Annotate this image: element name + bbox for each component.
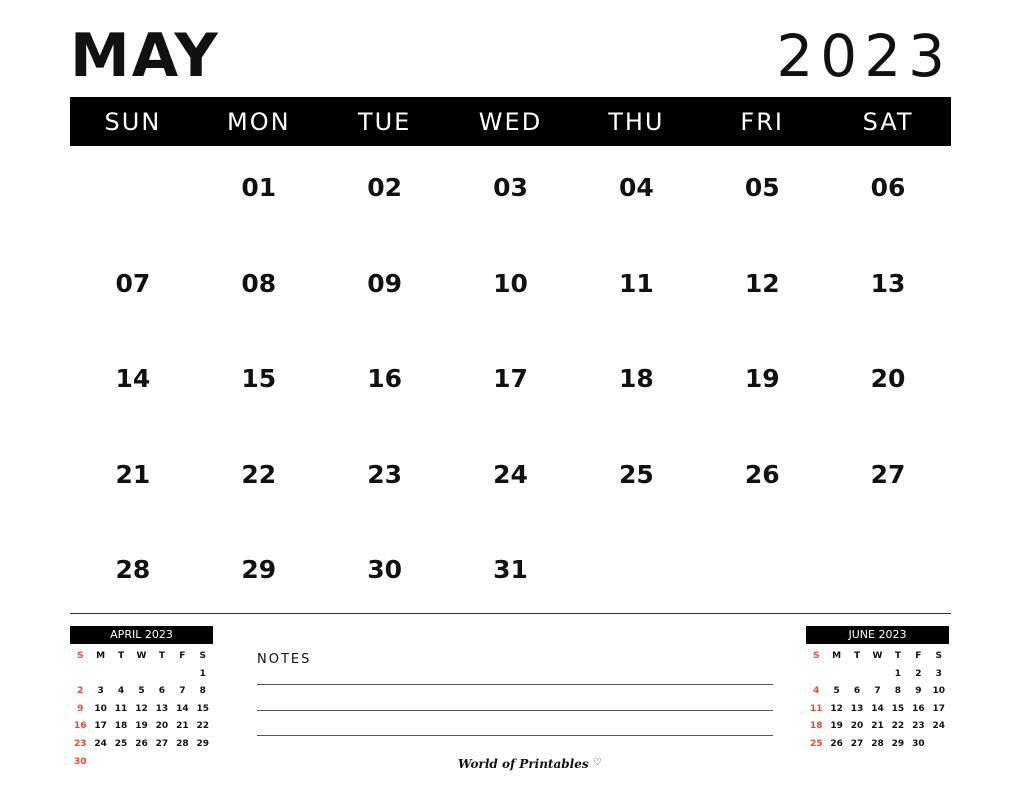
- mini-day-cell: [172, 754, 192, 772]
- mini-day-cell: 21: [871, 721, 884, 732]
- month-title: MAY: [70, 21, 220, 91]
- mini-calendar-april: [70, 626, 213, 771]
- mini-day-cell: [152, 666, 172, 684]
- mini-day-cell: 30: [912, 738, 925, 749]
- mini-weekday-label: S: [812, 651, 820, 661]
- mini-day-cell: 9: [77, 703, 84, 714]
- mini-day-cell: [131, 754, 151, 772]
- mini-day-cell: 18: [114, 721, 128, 732]
- mini-day-cell: 4: [813, 686, 820, 697]
- mini-calendar-title: JUNE 2023: [806, 626, 949, 644]
- mini-calendar-june: [806, 626, 949, 754]
- day-cell: 27: [870, 459, 906, 489]
- day-cell: 12: [744, 268, 780, 298]
- mini-day-cell: [111, 666, 131, 684]
- day-cell: 19: [744, 364, 780, 394]
- weekday-label: WED: [478, 107, 543, 136]
- mini-day-cell: 8: [894, 686, 902, 697]
- mini-day-cell: [90, 754, 110, 772]
- mini-day-cell: [172, 666, 192, 684]
- day-cell: 22: [241, 459, 277, 489]
- mini-day-cell: 21: [176, 721, 189, 732]
- day-cell: 07: [115, 268, 151, 298]
- mini-day-cell: 22: [196, 721, 210, 732]
- mini-day-cell: 30: [73, 756, 87, 767]
- mini-weekday-label: F: [915, 651, 922, 661]
- mini-weekday-label: S: [199, 651, 207, 661]
- calendar-grid: [70, 140, 951, 618]
- day-cell: 16: [367, 364, 403, 394]
- day-cell: 21: [115, 459, 151, 489]
- mini-day-cell: 25: [809, 738, 823, 749]
- mini-day-cell: 1: [199, 668, 206, 679]
- mini-day-cell: 18: [809, 721, 823, 732]
- weekday-header: [70, 97, 951, 146]
- day-cell: 24: [493, 459, 528, 489]
- mini-day-cell: 8: [199, 686, 206, 697]
- mini-day-cell: 14: [871, 703, 884, 714]
- mini-day-cell: 23: [73, 738, 87, 749]
- mini-day-cell: 10: [94, 703, 107, 714]
- mini-day-cell: 7: [179, 686, 186, 697]
- mini-day-cell: [131, 666, 151, 684]
- brand-text: World of Printables: [458, 757, 589, 771]
- day-cell: [699, 522, 825, 618]
- day-cell: 29: [241, 555, 277, 585]
- mini-day-cell: 5: [138, 686, 145, 697]
- mini-day-cell: 23: [912, 721, 925, 732]
- weekday-label: THU: [608, 107, 665, 136]
- day-cell: 18: [618, 364, 654, 394]
- day-cell: 30: [367, 555, 403, 585]
- weekday-label: TUE: [357, 107, 412, 136]
- mini-weekday-label: M: [96, 651, 106, 661]
- day-cell: [70, 140, 196, 236]
- day-cell: 01: [241, 173, 277, 202]
- mini-day-cell: 4: [117, 686, 125, 697]
- mini-day-cell: [70, 666, 90, 684]
- mini-day-cell: 20: [155, 721, 169, 732]
- mini-calendar-grid: [70, 648, 213, 771]
- day-cell: 06: [870, 173, 906, 202]
- mini-weekday-label: W: [136, 651, 147, 661]
- mini-day-cell: 28: [871, 738, 884, 749]
- day-cell: 20: [870, 364, 906, 394]
- mini-day-cell: 15: [891, 703, 905, 714]
- mini-day-cell: 24: [94, 738, 107, 749]
- mini-day-cell: [847, 666, 867, 684]
- day-cell: [573, 522, 699, 618]
- day-cell: 13: [870, 268, 906, 298]
- day-cell: 25: [618, 459, 654, 489]
- mini-day-cell: [90, 666, 110, 684]
- day-cell: [825, 522, 951, 618]
- day-cell: 04: [618, 173, 654, 202]
- note-line: [257, 710, 773, 711]
- brand-logo: [458, 757, 602, 771]
- mini-day-cell: 25: [114, 738, 128, 749]
- mini-day-cell: 3: [97, 686, 104, 697]
- mini-day-cell: 17: [94, 721, 107, 732]
- day-cell: 10: [493, 268, 528, 298]
- mini-weekday-label: S: [76, 651, 84, 661]
- day-cell: 15: [241, 364, 277, 394]
- mini-day-cell: 1: [894, 668, 902, 679]
- note-line: [257, 735, 773, 736]
- heart-icon: ♡: [592, 757, 602, 768]
- year-title: 2023: [776, 22, 952, 90]
- day-cell: 17: [493, 364, 528, 394]
- mini-day-cell: 7: [874, 686, 881, 697]
- day-cell: 31: [493, 555, 528, 585]
- mini-weekday-label: T: [853, 651, 861, 661]
- mini-day-cell: [867, 666, 887, 684]
- mini-day-cell: [929, 736, 949, 754]
- day-cell: 23: [367, 459, 403, 489]
- mini-day-cell: 12: [830, 703, 843, 714]
- mini-day-cell: 24: [932, 721, 946, 732]
- mini-day-cell: 26: [135, 738, 148, 749]
- mini-day-cell: [193, 754, 213, 772]
- mini-day-cell: 26: [830, 738, 843, 749]
- mini-weekday-label: T: [117, 651, 125, 661]
- mini-day-cell: [152, 754, 172, 772]
- mini-weekday-label: M: [832, 651, 842, 661]
- day-cell: 11: [618, 268, 654, 298]
- weekday-label: MON: [226, 107, 291, 136]
- day-cell: 26: [744, 459, 780, 489]
- mini-day-cell: 17: [932, 703, 946, 714]
- mini-day-cell: 20: [850, 721, 864, 732]
- mini-day-cell: 3: [935, 668, 942, 679]
- mini-weekday-label: F: [179, 651, 186, 661]
- mini-day-cell: 29: [196, 738, 210, 749]
- mini-day-cell: 19: [830, 721, 843, 732]
- mini-day-cell: 16: [912, 703, 925, 714]
- mini-weekday-label: T: [894, 651, 901, 661]
- mini-day-cell: 6: [853, 686, 861, 697]
- mini-day-cell: 11: [114, 703, 128, 714]
- day-cell: 28: [115, 555, 151, 585]
- mini-day-cell: 15: [196, 703, 210, 714]
- mini-day-cell: 27: [155, 738, 169, 749]
- weekday-label: SUN: [104, 107, 162, 136]
- mini-weekday-label: S: [935, 651, 943, 661]
- mini-day-cell: 13: [155, 703, 169, 714]
- day-cell: 14: [115, 364, 151, 394]
- notes-label: NOTES: [257, 652, 312, 667]
- mini-day-cell: 27: [850, 738, 864, 749]
- mini-weekday-label: T: [158, 651, 165, 661]
- mini-day-cell: 10: [932, 686, 946, 697]
- mini-day-cell: 29: [891, 738, 905, 749]
- section-divider: [70, 613, 951, 614]
- day-cell: 09: [367, 268, 403, 298]
- mini-day-cell: 9: [915, 686, 922, 697]
- mini-calendar-grid: [806, 648, 949, 754]
- weekday-label: FRI: [740, 107, 784, 136]
- mini-day-cell: 12: [135, 703, 148, 714]
- day-cell: 03: [493, 173, 528, 202]
- weekday-label: SAT: [862, 107, 914, 136]
- note-line: [257, 684, 773, 685]
- mini-day-cell: [826, 666, 846, 684]
- mini-weekday-label: W: [872, 651, 883, 661]
- mini-day-cell: 6: [158, 686, 166, 697]
- mini-day-cell: 13: [850, 703, 864, 714]
- mini-day-cell: 11: [809, 703, 823, 714]
- mini-day-cell: 16: [73, 721, 87, 732]
- mini-day-cell: 19: [135, 721, 148, 732]
- day-cell: 08: [241, 268, 277, 298]
- day-cell: 02: [367, 173, 403, 202]
- mini-day-cell: 14: [176, 703, 189, 714]
- mini-day-cell: 22: [891, 721, 905, 732]
- mini-day-cell: 5: [833, 686, 840, 697]
- mini-day-cell: 2: [915, 668, 922, 679]
- day-cell: 05: [744, 173, 780, 202]
- mini-day-cell: 2: [77, 686, 84, 697]
- mini-calendar-title: APRIL 2023: [70, 626, 213, 644]
- mini-day-cell: [806, 666, 826, 684]
- mini-day-cell: [111, 754, 131, 772]
- mini-day-cell: 28: [176, 738, 189, 749]
